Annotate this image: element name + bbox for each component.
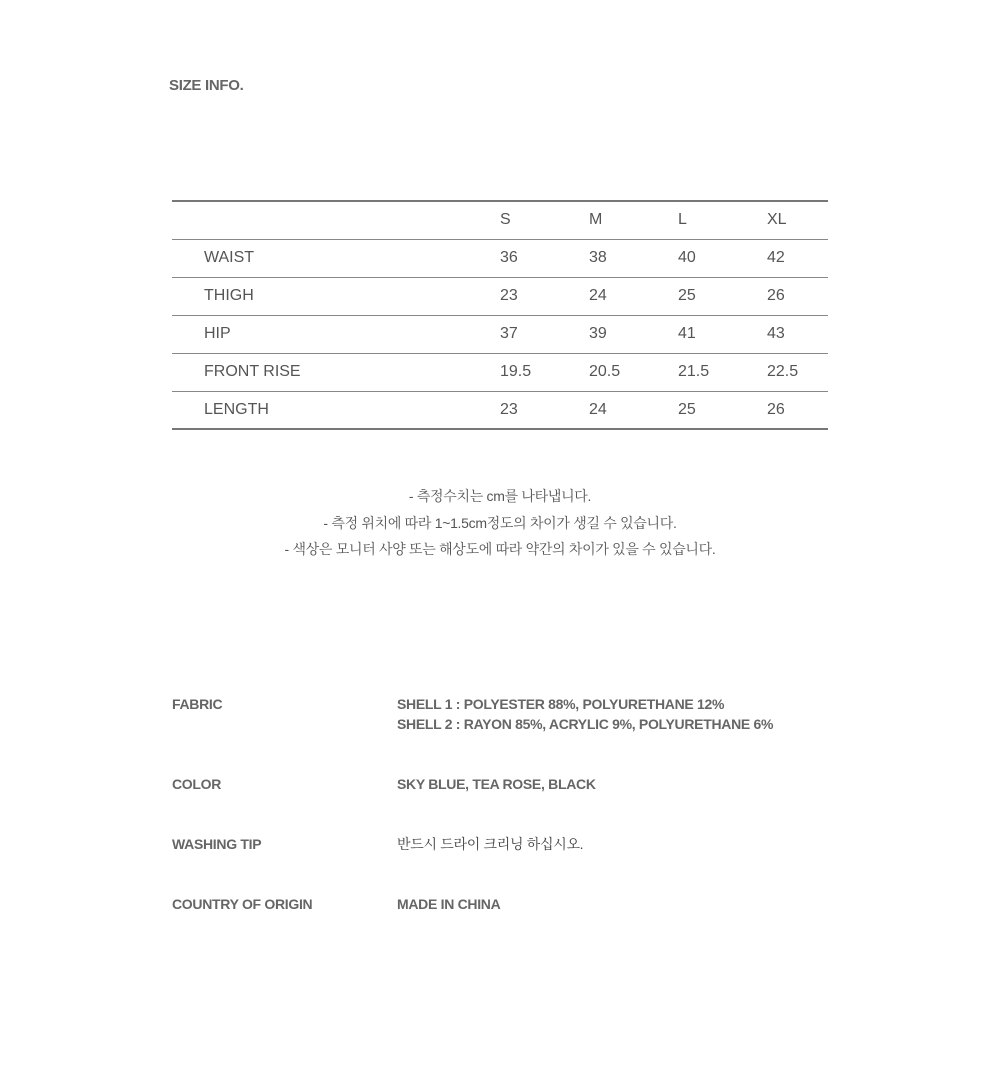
cell-l: 25: [678, 400, 696, 418]
note-line: - 측정수치는 cm를 나타냅니다.: [408, 488, 592, 504]
table-row-waist: [172, 239, 828, 277]
header-cell-m: M: [589, 211, 603, 229]
table-row-front-rise: [172, 353, 828, 391]
header-cell-s: S: [500, 211, 511, 229]
fabric-line: SHELL 1 : POLYESTER 88%, POLYURETHANE 12%: [397, 696, 725, 712]
info-row-washing-tip: [172, 834, 832, 894]
info-row-fabric: [172, 694, 832, 774]
cell-s: 37: [500, 325, 518, 342]
table-row-length: [172, 391, 828, 429]
cell-l: 41: [678, 325, 696, 342]
row-label: HIP: [204, 325, 231, 342]
info-value: MADE IN CHINA: [397, 896, 501, 912]
cell-l: 21.5: [678, 363, 710, 380]
info-label: WASHING TIP: [172, 836, 262, 852]
table-header-row: [172, 201, 828, 239]
cell-xl: 26: [767, 400, 785, 418]
section-title: SIZE INFO.: [169, 77, 244, 94]
row-label: FRONT RISE: [204, 363, 301, 380]
cell-xl: 26: [767, 287, 785, 304]
product-info: [172, 694, 832, 934]
cell-l: 25: [678, 287, 696, 304]
row-label: WAIST: [204, 249, 255, 266]
table-row-hip: [172, 315, 828, 353]
note-line: - 측정 위치에 따라 1~1.5cm정도의 차이가 생길 수 있습니다.: [323, 514, 677, 531]
header-cell-xl: XL: [767, 211, 787, 229]
cell-m: 38: [589, 249, 607, 266]
info-label: COLOR: [172, 776, 222, 792]
header-cell-l: L: [678, 211, 687, 229]
cell-m: 24: [589, 287, 607, 304]
info-value: 반드시 드라이 크리닝 하십시오.: [397, 836, 584, 852]
row-label: THIGH: [204, 287, 254, 304]
info-value: SKY BLUE, TEA ROSE, BLACK: [397, 776, 596, 792]
measurement-notes: [0, 483, 1000, 563]
header-cell-blank: [172, 201, 500, 239]
cell-s: 19.5: [500, 363, 532, 380]
cell-xl: 22.5: [767, 363, 799, 380]
size-table: [172, 200, 828, 430]
note-line: - 색상은 모니터 사양 또는 해상도에 따라 약간의 차이가 있을 수 있습니다.: [284, 541, 716, 557]
cell-m: 20.5: [589, 363, 621, 380]
info-row-country-of-origin: [172, 894, 832, 934]
info-label: COUNTRY OF ORIGIN: [172, 896, 313, 912]
cell-xl: 43: [767, 325, 785, 342]
cell-xl: 42: [767, 249, 785, 266]
table-row-thigh: [172, 277, 828, 315]
cell-l: 40: [678, 249, 696, 266]
cell-m: 24: [589, 400, 607, 418]
info-value: [397, 694, 773, 774]
fabric-line: SHELL 2 : RAYON 85%, ACRYLIC 9%, POLYURETHANE 6%: [397, 716, 774, 732]
row-label: LENGTH: [204, 400, 269, 418]
info-label: FABRIC: [172, 696, 223, 712]
cell-s: 23: [500, 400, 518, 418]
cell-s: 23: [500, 287, 518, 304]
cell-s: 36: [500, 249, 518, 266]
cell-m: 39: [589, 325, 607, 342]
info-row-color: [172, 774, 832, 834]
